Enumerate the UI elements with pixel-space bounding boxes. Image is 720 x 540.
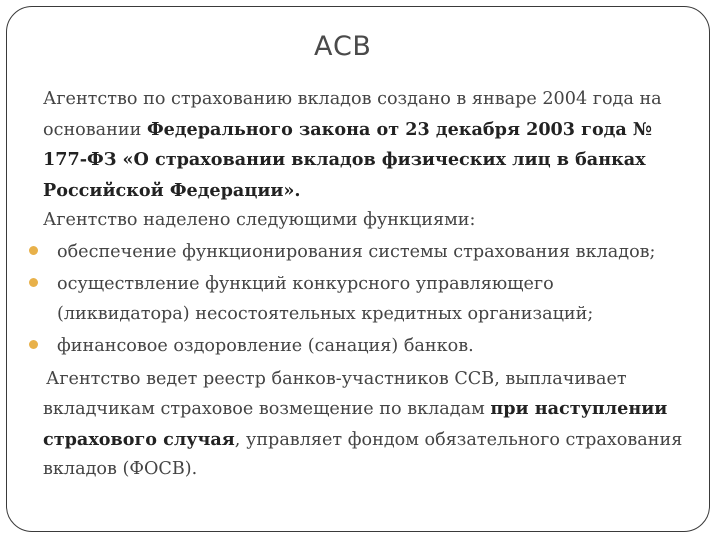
intro-text: Агентство по страхованию вкладов создано в январе 2004 года на основании xyxy=(43,89,662,140)
bullet-dot-icon xyxy=(29,246,38,255)
intro-paragraph xyxy=(43,85,693,206)
law-reference: Федерального закона от 23 декабря 2003 года № 177-ФЗ «О страховании вкладов физических лиц в банках Российской Федерации». xyxy=(43,118,653,201)
functions-list xyxy=(29,238,679,362)
list-item xyxy=(29,238,679,268)
list-item-text: обеспечение функционирования системы страхования вкладов; xyxy=(57,241,656,262)
closing-text: Агентство ведет реестр банков-участников ССВ, выплачивает вкладчикам страховое возмещение по вкладам xyxy=(43,368,627,419)
list-item xyxy=(29,270,679,329)
bullet-dot-icon xyxy=(29,340,38,349)
slide-title: АСВ xyxy=(314,31,372,62)
closing-text-end: , управляет фондом обязательного страхования вкладов (ФОСВ). xyxy=(43,429,683,479)
closing-paragraph xyxy=(43,365,693,485)
bullet-dot-icon xyxy=(29,278,38,287)
list-item-text: финансовое оздоровление (санация) банков. xyxy=(57,336,474,356)
functions-lead: Агентство наделено следующими функциями: xyxy=(43,210,476,230)
slide-frame xyxy=(6,6,710,532)
list-item xyxy=(29,332,679,362)
list-item-text: осуществление функций конкурсного управляющего (ликвидатора) несостоятельных кредитных организаций; xyxy=(57,274,594,324)
slide-content xyxy=(43,85,693,485)
insured-event-phrase: при наступлении страхового случая xyxy=(43,398,668,450)
